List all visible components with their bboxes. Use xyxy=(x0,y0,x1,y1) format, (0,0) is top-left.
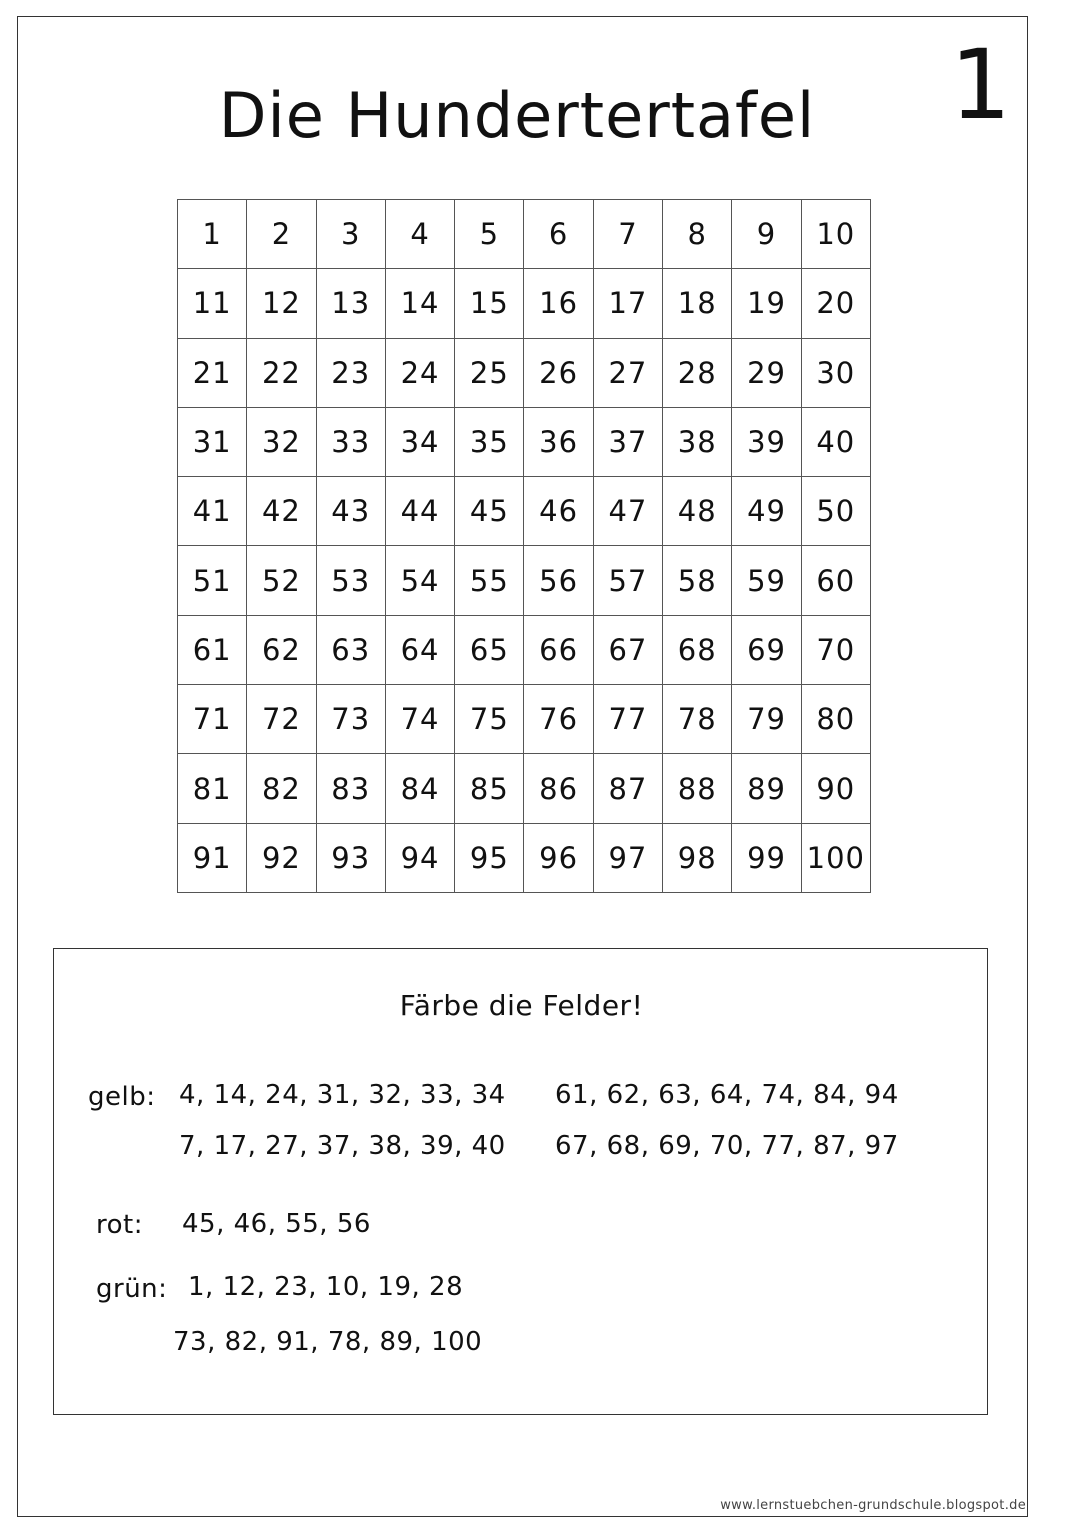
grid-row xyxy=(178,269,871,338)
grid-row xyxy=(178,338,871,407)
grid-cell: 82 xyxy=(247,754,316,823)
grid-cell: 93 xyxy=(316,823,385,892)
grid-cell: 72 xyxy=(247,685,316,754)
gruen-label: grün: xyxy=(96,1274,168,1304)
grid-cell: 69 xyxy=(732,615,801,684)
grid-cell: 90 xyxy=(801,754,870,823)
grid-cell: 89 xyxy=(732,754,801,823)
grid-cell: 33 xyxy=(316,407,385,476)
grid-cell: 1 xyxy=(178,200,247,269)
grid-cell: 97 xyxy=(593,823,662,892)
grid-cell: 6 xyxy=(524,200,593,269)
grid-cell: 71 xyxy=(178,685,247,754)
gelb-numbers-line2-left: 7, 17, 27, 37, 38, 39, 40 xyxy=(179,1131,506,1161)
gruen-numbers-line1: 1, 12, 23, 10, 19, 28 xyxy=(188,1272,464,1302)
grid-cell: 92 xyxy=(247,823,316,892)
grid-cell: 19 xyxy=(732,269,801,338)
grid-cell: 22 xyxy=(247,338,316,407)
grid-cell: 98 xyxy=(663,823,732,892)
grid-cell: 88 xyxy=(663,754,732,823)
grid-cell: 100 xyxy=(801,823,870,892)
grid-cell: 60 xyxy=(801,546,870,615)
grid-cell: 55 xyxy=(455,546,524,615)
grid-cell: 66 xyxy=(524,615,593,684)
rot-numbers: 45, 46, 55, 56 xyxy=(182,1209,371,1239)
grid-cell: 3 xyxy=(316,200,385,269)
grid-cell: 87 xyxy=(593,754,662,823)
grid-cell: 41 xyxy=(178,477,247,546)
footer-url: www.lernstuebchen-grundschule.blogspot.de xyxy=(720,1498,1026,1513)
grid-cell: 7 xyxy=(593,200,662,269)
grid-cell: 29 xyxy=(732,338,801,407)
gruen-numbers-line2: 73, 82, 91, 78, 89, 100 xyxy=(173,1327,483,1357)
grid-cell: 68 xyxy=(663,615,732,684)
grid-cell: 48 xyxy=(663,477,732,546)
grid-cell: 76 xyxy=(524,685,593,754)
grid-cell: 9 xyxy=(732,200,801,269)
grid-cell: 38 xyxy=(663,407,732,476)
grid-cell: 36 xyxy=(524,407,593,476)
grid-cell: 81 xyxy=(178,754,247,823)
grid-cell: 13 xyxy=(316,269,385,338)
grid-cell: 94 xyxy=(385,823,454,892)
gelb-numbers-line1-right: 61, 62, 63, 64, 74, 84, 94 xyxy=(555,1080,899,1110)
grid-cell: 44 xyxy=(385,477,454,546)
grid-cell: 57 xyxy=(593,546,662,615)
grid-cell: 24 xyxy=(385,338,454,407)
task-heading: Färbe die Felder! xyxy=(399,989,644,1022)
grid-cell: 12 xyxy=(247,269,316,338)
grid-row xyxy=(178,407,871,476)
grid-cell: 74 xyxy=(385,685,454,754)
grid-row xyxy=(178,546,871,615)
grid-cell: 73 xyxy=(316,685,385,754)
grid-cell: 37 xyxy=(593,407,662,476)
grid-cell: 61 xyxy=(178,615,247,684)
grid-cell: 50 xyxy=(801,477,870,546)
page-number: 1 xyxy=(950,29,1012,141)
grid-cell: 56 xyxy=(524,546,593,615)
grid-cell: 14 xyxy=(385,269,454,338)
grid-cell: 46 xyxy=(524,477,593,546)
grid-cell: 10 xyxy=(801,200,870,269)
grid-cell: 51 xyxy=(178,546,247,615)
grid-cell: 75 xyxy=(455,685,524,754)
grid-cell: 99 xyxy=(732,823,801,892)
grid-cell: 63 xyxy=(316,615,385,684)
grid-cell: 52 xyxy=(247,546,316,615)
grid-cell: 5 xyxy=(455,200,524,269)
grid-cell: 91 xyxy=(178,823,247,892)
grid-row xyxy=(178,823,871,892)
grid-cell: 70 xyxy=(801,615,870,684)
gelb-numbers-line1-left: 4, 14, 24, 31, 32, 33, 34 xyxy=(179,1080,506,1110)
grid-cell: 42 xyxy=(247,477,316,546)
grid-cell: 18 xyxy=(663,269,732,338)
grid-cell: 26 xyxy=(524,338,593,407)
grid-cell: 84 xyxy=(385,754,454,823)
grid-cell: 62 xyxy=(247,615,316,684)
grid-row xyxy=(178,200,871,269)
grid-cell: 64 xyxy=(385,615,454,684)
grid-cell: 43 xyxy=(316,477,385,546)
grid-cell: 15 xyxy=(455,269,524,338)
grid-cell: 34 xyxy=(385,407,454,476)
grid-cell: 2 xyxy=(247,200,316,269)
grid-cell: 83 xyxy=(316,754,385,823)
grid-cell: 86 xyxy=(524,754,593,823)
grid-cell: 4 xyxy=(385,200,454,269)
grid-cell: 20 xyxy=(801,269,870,338)
grid-cell: 16 xyxy=(524,269,593,338)
grid-cell: 79 xyxy=(732,685,801,754)
grid-cell: 21 xyxy=(178,338,247,407)
grid-row xyxy=(178,477,871,546)
grid-cell: 78 xyxy=(663,685,732,754)
gelb-numbers-line2-right: 67, 68, 69, 70, 77, 87, 97 xyxy=(555,1131,899,1161)
grid-cell: 25 xyxy=(455,338,524,407)
grid-cell: 31 xyxy=(178,407,247,476)
grid-cell: 59 xyxy=(732,546,801,615)
grid-cell: 8 xyxy=(663,200,732,269)
grid-row xyxy=(178,685,871,754)
grid-row xyxy=(178,615,871,684)
grid-cell: 53 xyxy=(316,546,385,615)
rot-label: rot: xyxy=(96,1210,143,1240)
grid-cell: 39 xyxy=(732,407,801,476)
grid-cell: 58 xyxy=(663,546,732,615)
grid-cell: 54 xyxy=(385,546,454,615)
grid-cell: 47 xyxy=(593,477,662,546)
grid-cell: 30 xyxy=(801,338,870,407)
grid-cell: 11 xyxy=(178,269,247,338)
grid-row xyxy=(178,754,871,823)
grid-cell: 96 xyxy=(524,823,593,892)
grid-cell: 80 xyxy=(801,685,870,754)
grid-cell: 77 xyxy=(593,685,662,754)
grid-cell: 17 xyxy=(593,269,662,338)
grid-cell: 28 xyxy=(663,338,732,407)
task-box xyxy=(53,948,988,1415)
page-title: Die Hundertertafel xyxy=(218,79,816,152)
grid-cell: 45 xyxy=(455,477,524,546)
grid-cell: 27 xyxy=(593,338,662,407)
grid-cell: 95 xyxy=(455,823,524,892)
grid-cell: 65 xyxy=(455,615,524,684)
grid-cell: 40 xyxy=(801,407,870,476)
grid-cell: 23 xyxy=(316,338,385,407)
grid-cell: 35 xyxy=(455,407,524,476)
grid-cell: 85 xyxy=(455,754,524,823)
grid-cell: 49 xyxy=(732,477,801,546)
grid-cell: 32 xyxy=(247,407,316,476)
grid-cell: 67 xyxy=(593,615,662,684)
hundred-chart xyxy=(177,199,871,893)
gelb-label: gelb: xyxy=(88,1082,156,1112)
